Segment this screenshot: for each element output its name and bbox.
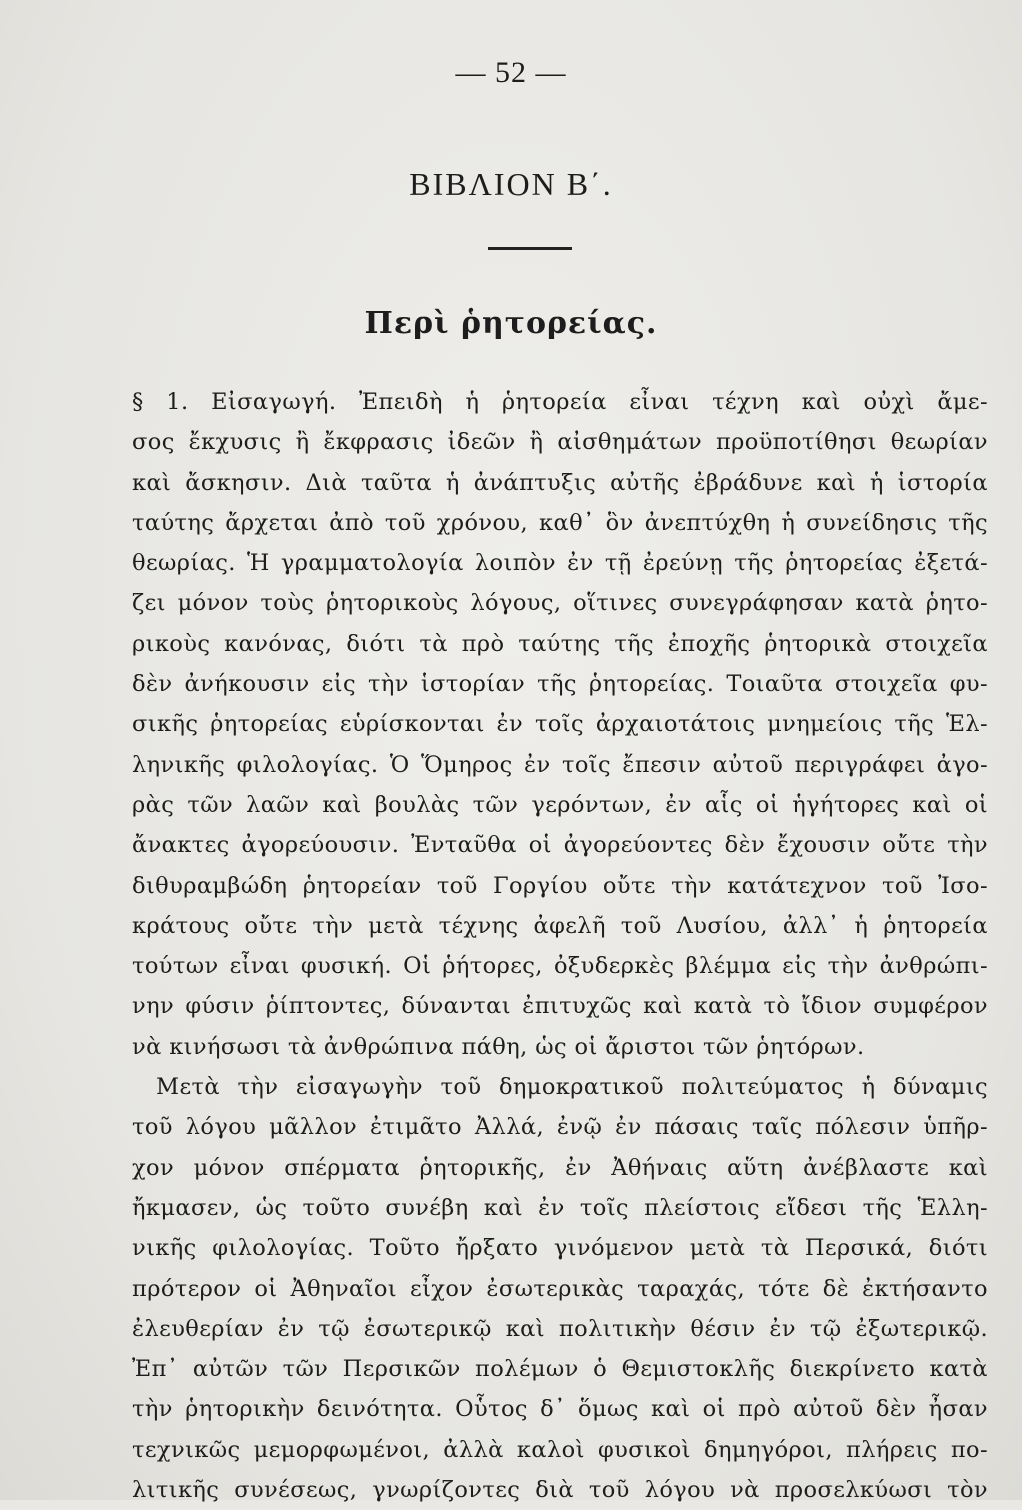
text-line: τὴν ῥητορικὴν δεινότητα. Οὗτος δ᾿ ὅμως καὶ οἱ πρὸ αὐτοῦ δὲν ἦσαν bbox=[132, 1396, 988, 1423]
text-line: νην φύσιν ῥίπτοντες, δύνανται ἐπιτυχῶς καὶ κατὰ τὸ ἴδιον συμφέρον bbox=[132, 993, 988, 1020]
body-text bbox=[132, 382, 988, 1510]
text-line: νικῆς φιλολογίας. Τοῦτο ἤρξατο γινόμενον μετὰ τὰ Περσικά, διότι bbox=[132, 1235, 988, 1262]
text-line: ζει μόνον τοὺς ῥητορικοὺς λόγους, οἵτινες συνεγράφησαν κατὰ ῥητο- bbox=[132, 590, 988, 617]
text-line: διθυραμβώδη ῥητορείαν τοῦ Γοργίου οὔτε τὴν κατάτεχνον τοῦ Ἰσο- bbox=[132, 872, 988, 899]
text-line: λιτικῆς συνέσεως, γνωρίζοντες διὰ τοῦ λόγου νὰ προσελκύωσι τὸν bbox=[132, 1477, 988, 1504]
text-line: σος ἔκχυσις ἢ ἔκφρασις ἰδεῶν ἢ αἰσθημάτων προϋποτίθησι θεωρίαν bbox=[132, 429, 988, 456]
text-line: χον μόνον σπέρματα ῥητορικῆς, ἐν Ἀθήναις αὕτη ἀνέβλαστε καὶ bbox=[132, 1154, 988, 1181]
text-line: νὰ κινήσωσι τὰ ἀνθρώπινα πάθη, ὡς οἱ ἄριστοι τῶν ῥητόρων. bbox=[132, 1033, 865, 1060]
text-line: πρότερον οἱ Ἀθηναῖοι εἶχον ἐσωτερικὰς ταραχάς, τότε δὲ ἐκτήσαντο bbox=[132, 1275, 988, 1302]
text-line: κράτους οὔτε τὴν μετὰ τέχνης ἀφελῆ τοῦ Λυσίου, ἀλλ᾿ ἡ ῥητορεία bbox=[132, 912, 988, 939]
text-line: ἤκμασεν, ὡς τοῦτο συνέβη καὶ ἐν τοῖς πλείστοις εἴδεσι τῆς Ἑλλη- bbox=[132, 1194, 988, 1221]
text-line: ταύτης ἄρχεται ἀπὸ τοῦ χρόνου, καθ᾿ ὃν ἀνεπτύχθη ἡ συνείδησις τῆς bbox=[132, 509, 988, 536]
text-line: ἄνακτες ἀγορεύουσιν. Ἐνταῦθα οἱ ἀγορεύοντες δὲν ἔχουσιν οὔτε τὴν bbox=[132, 832, 988, 859]
text-line: τοῦ λόγου μᾶλλον ἐτιμᾶτο Ἀλλά, ἐνῷ ἐν πάσαις ταῖς πόλεσιν ὑπῆρ- bbox=[132, 1114, 988, 1141]
text-line: ρὰς τῶν λαῶν καὶ βουλὰς τῶν γερόντων, ἐν αἷς οἱ ἡγήτορες καὶ οἱ bbox=[132, 791, 988, 818]
text-line: Μετὰ τὴν εἰσαγωγὴν τοῦ δημοκρατικοῦ πολιτεύματος ἡ δύναμις bbox=[156, 1074, 988, 1101]
text-line: τεχνικῶς μεμορφωμένοι, ἀλλὰ καλοὶ φυσικοὶ δημηγόροι, πλήρεις πο- bbox=[132, 1436, 988, 1463]
page-number: — 52 — bbox=[455, 56, 567, 89]
text-line: ρικοὺς κανόνας, διότι τὰ πρὸ ταύτης τῆς ἐποχῆς ῥητορικὰ στοιχεῖα bbox=[132, 630, 988, 657]
book-title: ΒΙΒΛΙΟΝ Β΄. bbox=[409, 166, 613, 202]
title-divider bbox=[488, 247, 572, 250]
text-line: ἐλευθερίαν ἐν τῷ ἐσωτερικῷ καὶ πολιτικὴν θέσιν ἐν τῷ ἐξωτερικῷ. bbox=[132, 1315, 988, 1342]
text-line: ληνικῆς φιλολογίας. Ὁ Ὅμηρος ἐν τοῖς ἔπεσιν αὐτοῦ περιγράφει ἀγο- bbox=[132, 751, 988, 778]
text-line: καὶ ἄσκησιν. Διὰ ταῦτα ἡ ἀνάπτυξις αὐτῆς ἐβράδυνε καὶ ἡ ἱστορία bbox=[132, 469, 988, 496]
text-line: τούτων εἶναι φυσική. Οἱ ῥήτορες, ὀξυδερκὲς βλέμμα εἰς τὴν ἀνθρώπι- bbox=[132, 953, 988, 980]
text-line: σικῆς ῥητορείας εὑρίσκονται ἐν τοῖς ἀρχαιοτάτοις μνημείοις τῆς Ἑλ- bbox=[132, 711, 988, 738]
text-line: θεωρίας. Ἡ γραμματολογία λοιπὸν ἐν τῇ ἐρεύνῃ τῆς ῥητορείας ἐξετά- bbox=[132, 550, 988, 577]
text-line: § 1. Εἰσαγωγή. Ἐπειδὴ ἡ ῥητορεία εἶναι τέχνη καὶ οὐχὶ ἄμε- bbox=[132, 389, 988, 415]
text-line: Ἐπ᾿ αὐτῶν τῶν Περσικῶν πολέμων ὁ Θεμιστοκλῆς διεκρίνετο κατὰ bbox=[132, 1356, 988, 1383]
section-title: Περὶ ῥητορείας. bbox=[364, 306, 658, 341]
text-line: δὲν ἀνήκουσιν εἰς τὴν ἱστορίαν τῆς ῥητορείας. Τοιαῦτα στοιχεῖα φυ- bbox=[132, 671, 988, 698]
